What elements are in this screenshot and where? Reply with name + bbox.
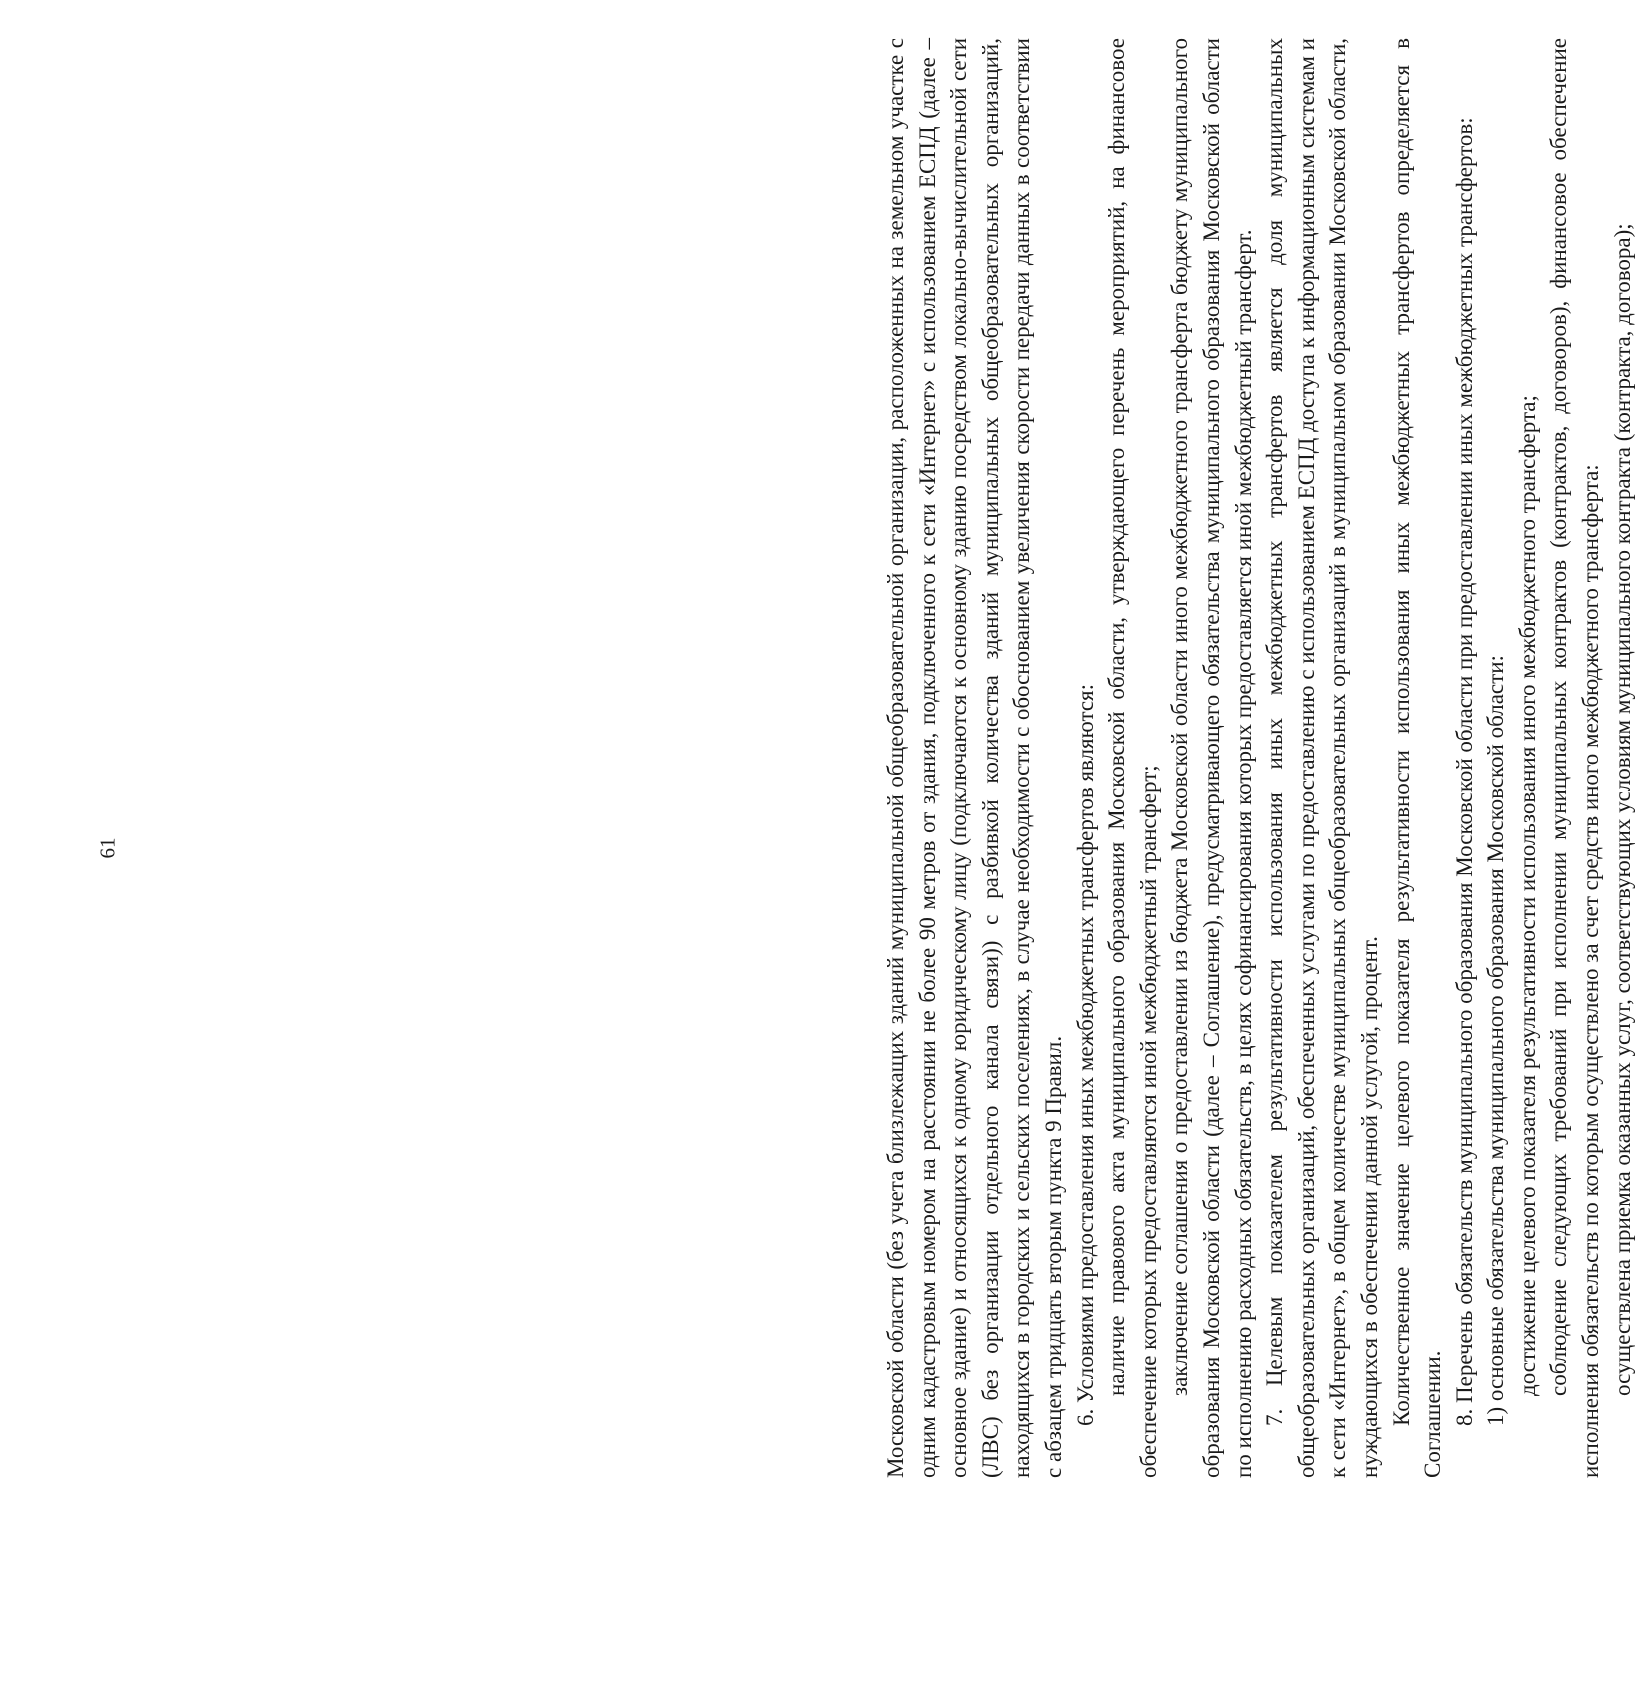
paragraph-compliance: соблюдение следующих требований при исполнении муниципальных контрактов (контрактов, договоров), финансовое обеспечение исполнения обязательств по которым осуществлено за счет средств иного межбюджетного трансферта: xyxy=(1546,38,1604,1478)
paragraph-quantitative-value: Количественное значение целевого показателя результативности использования иных межбюджетных трансфертов определяется в Соглашении. xyxy=(1388,38,1446,1478)
page-number: 61 xyxy=(95,837,120,859)
paragraph-agreement: заключение соглашения о предоставлении из бюджета Московской области иного межбюджетного трансферта бюджету муниципального образования Московской области (далее – Соглашение), предусматривающего обязательства муниципального образования Московской области по исполнению расходных обязательств, в целях софинансирования которых предоставляется иной межбюджетный трансферт. xyxy=(1167,38,1256,1478)
paragraph-conditions-heading: 6. Условиями предоставления иных межбюджетных трансфертов являются: xyxy=(1072,683,1098,1426)
paragraph-achievement: достижение целевого показателя результативности использования иного межбюджетного трансферта; xyxy=(1514,395,1540,1396)
paragraph-main-obligations: 1) основные обязательства муниципального образования Московской области: xyxy=(1483,655,1509,1426)
paragraph-target-indicator: 7. Целевым показателем результативности использования иных межбюджетных трансфертов является доля муниципальных общеобразовательных организаций, обеспеченных услугами по предоставлению с использованием ЕСПД доступа к информационным системам и к сети «Интернет», в общем количестве муниципальных общеобразовательных организаций в муниципальном образовании Московской области, нуждающихся в обеспечении данной услугой, процент. xyxy=(1262,38,1382,1478)
paragraph-obligations-list: 8. Перечень обязательств муниципального образования Московской области при предоставлении иных межбюджетных трансфертов: xyxy=(1451,117,1477,1426)
paragraph-legal-act: наличие правового акта муниципального образования Московской области, утверждающего перечень мероприятий, на финансовое обеспечение которых предоставляются иной межбюджетный трансферт; xyxy=(1104,38,1161,1478)
paragraph-continuation: Московской области (без учета близлежащих зданий муниципальной общеобразовательной организации, расположенных на земельном участке с одним кадастровым номером на расстоянии не более 90 метров от здания, подключенного к сети «Интернет» с использованием ЕСПД (далее – основное здание) и относящихся к одному юридическому лицу (подключаются к основному зданию посредством локально-вычислительной сети (ЛВС) без организации отдельного канала связи)) с разбивкой количества зданий муниципальных общеобразовательных организаций, находящихся в городских и сельских поселениях, в случае необходимости с обоснованием увеличения скорости передачи данных в соответствии с абзацем тридцать вторым пункта 9 Правил. xyxy=(883,38,1066,1478)
paragraph-acceptance: осуществлена приемка оказанных услуг, соответствующих условиям муниципального контракта (контракта, договора); xyxy=(1609,223,1635,1396)
document-body xyxy=(880,38,1635,1478)
